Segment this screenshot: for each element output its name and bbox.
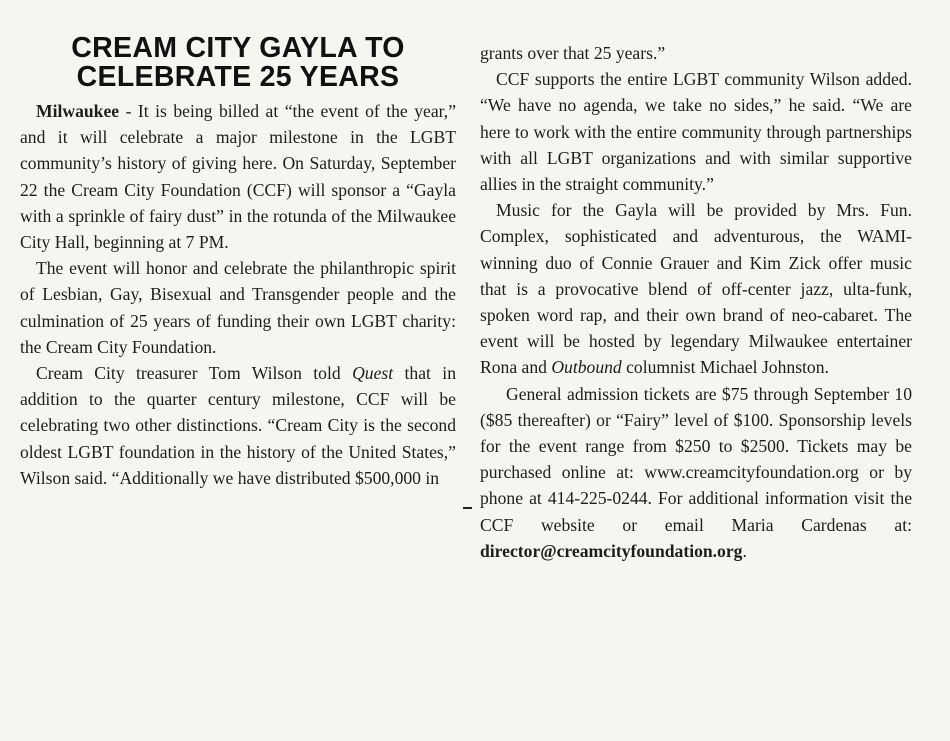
contact-email: director@creamcityfoundation.org (480, 540, 743, 561)
article-headline (20, 34, 456, 92)
publication-name-outbound: Outbound (551, 357, 622, 378)
paragraph-ccf-support (480, 66, 912, 197)
paragraph-music-text-a: Music for the Gayla will be provided by Mrs. Fun. Complex, sophisticated and adventurous, the WAMI-winning duo of Connie Grauer and Kim Zick offer music that is a provocative blend of off-center jazz, ulta-funk, spoken word rap, and their own brand of neo-cabaret. The event will be hosted by legendary Milwaukee entertainer Rona and (480, 200, 912, 378)
paragraph-tickets-end: . (742, 540, 747, 561)
paragraph-music-text-b: columnist Michael Johnston. (621, 357, 829, 378)
headline-line-1: CREAM CITY GAYLA TO (71, 32, 405, 64)
paragraph-ccf-support-text: CCF supports the entire LGBT community Wilson added. “We have no agenda, we take no sides,” he said. “We are here to work with the entire community through partnerships with all LGBT organizations and with similar supportive allies in the straight community.” (480, 69, 912, 195)
paragraph-tickets-text: General admission tickets are $75 through September 10 ($85 thereafter) or “Fairy” level of $100. Sponsorship levels for the event range from $250 to $2500. Tickets may be purchased online at: www.creamcityfoundation.org or by phone at 414-225-0244. For additional information visit the CCF website or email Maria Cardenas at: (480, 383, 912, 535)
paragraph-intro-text: - It is being billed at “the event of the year,” and it will celebrate a major milestone in the LGBT community’s history of giving here. On Saturday, September 22 the Cream City Foundation (CCF) will sponsor a “Gayla with a sprinkle of fairy dust” in the rotunda of the Milwaukee City Hall, beginning at 7 PM. (20, 101, 456, 253)
paragraph-treasurer (20, 360, 456, 491)
headline-line-2: CELEBRATE 25 YEARS (76, 61, 400, 93)
paragraph-treasurer-continued: grants over that 25 years.” (480, 43, 666, 63)
column-divider-mark (463, 507, 472, 509)
publication-name-quest: Quest (352, 363, 394, 384)
left-column (20, 32, 456, 491)
paragraph-treasurer-text-a: Cream City treasurer Tom Wilson told (36, 363, 353, 384)
paragraph-treasurer-text-b: that in addition to the quarter century milestone, CCF will be celebrating two other distinctions. “Cream City is the second oldest LGBT foundation in the history of the United States,” Wilson said. “Additionally we have distributed $500,000 in (20, 363, 456, 488)
dateline: Milwaukee (36, 101, 120, 121)
paragraph-honor: The event will honor and celebrate the philanthropic spirit of Lesbian, Gay, Bisexual and Transgender people and the culmination of 25 years of funding their own LGBT charity: the Cream City Foundation. (20, 258, 456, 357)
right-column (480, 40, 912, 564)
paragraph-music (480, 197, 912, 380)
paragraph-tickets (480, 381, 912, 564)
paragraph-intro (20, 98, 456, 255)
